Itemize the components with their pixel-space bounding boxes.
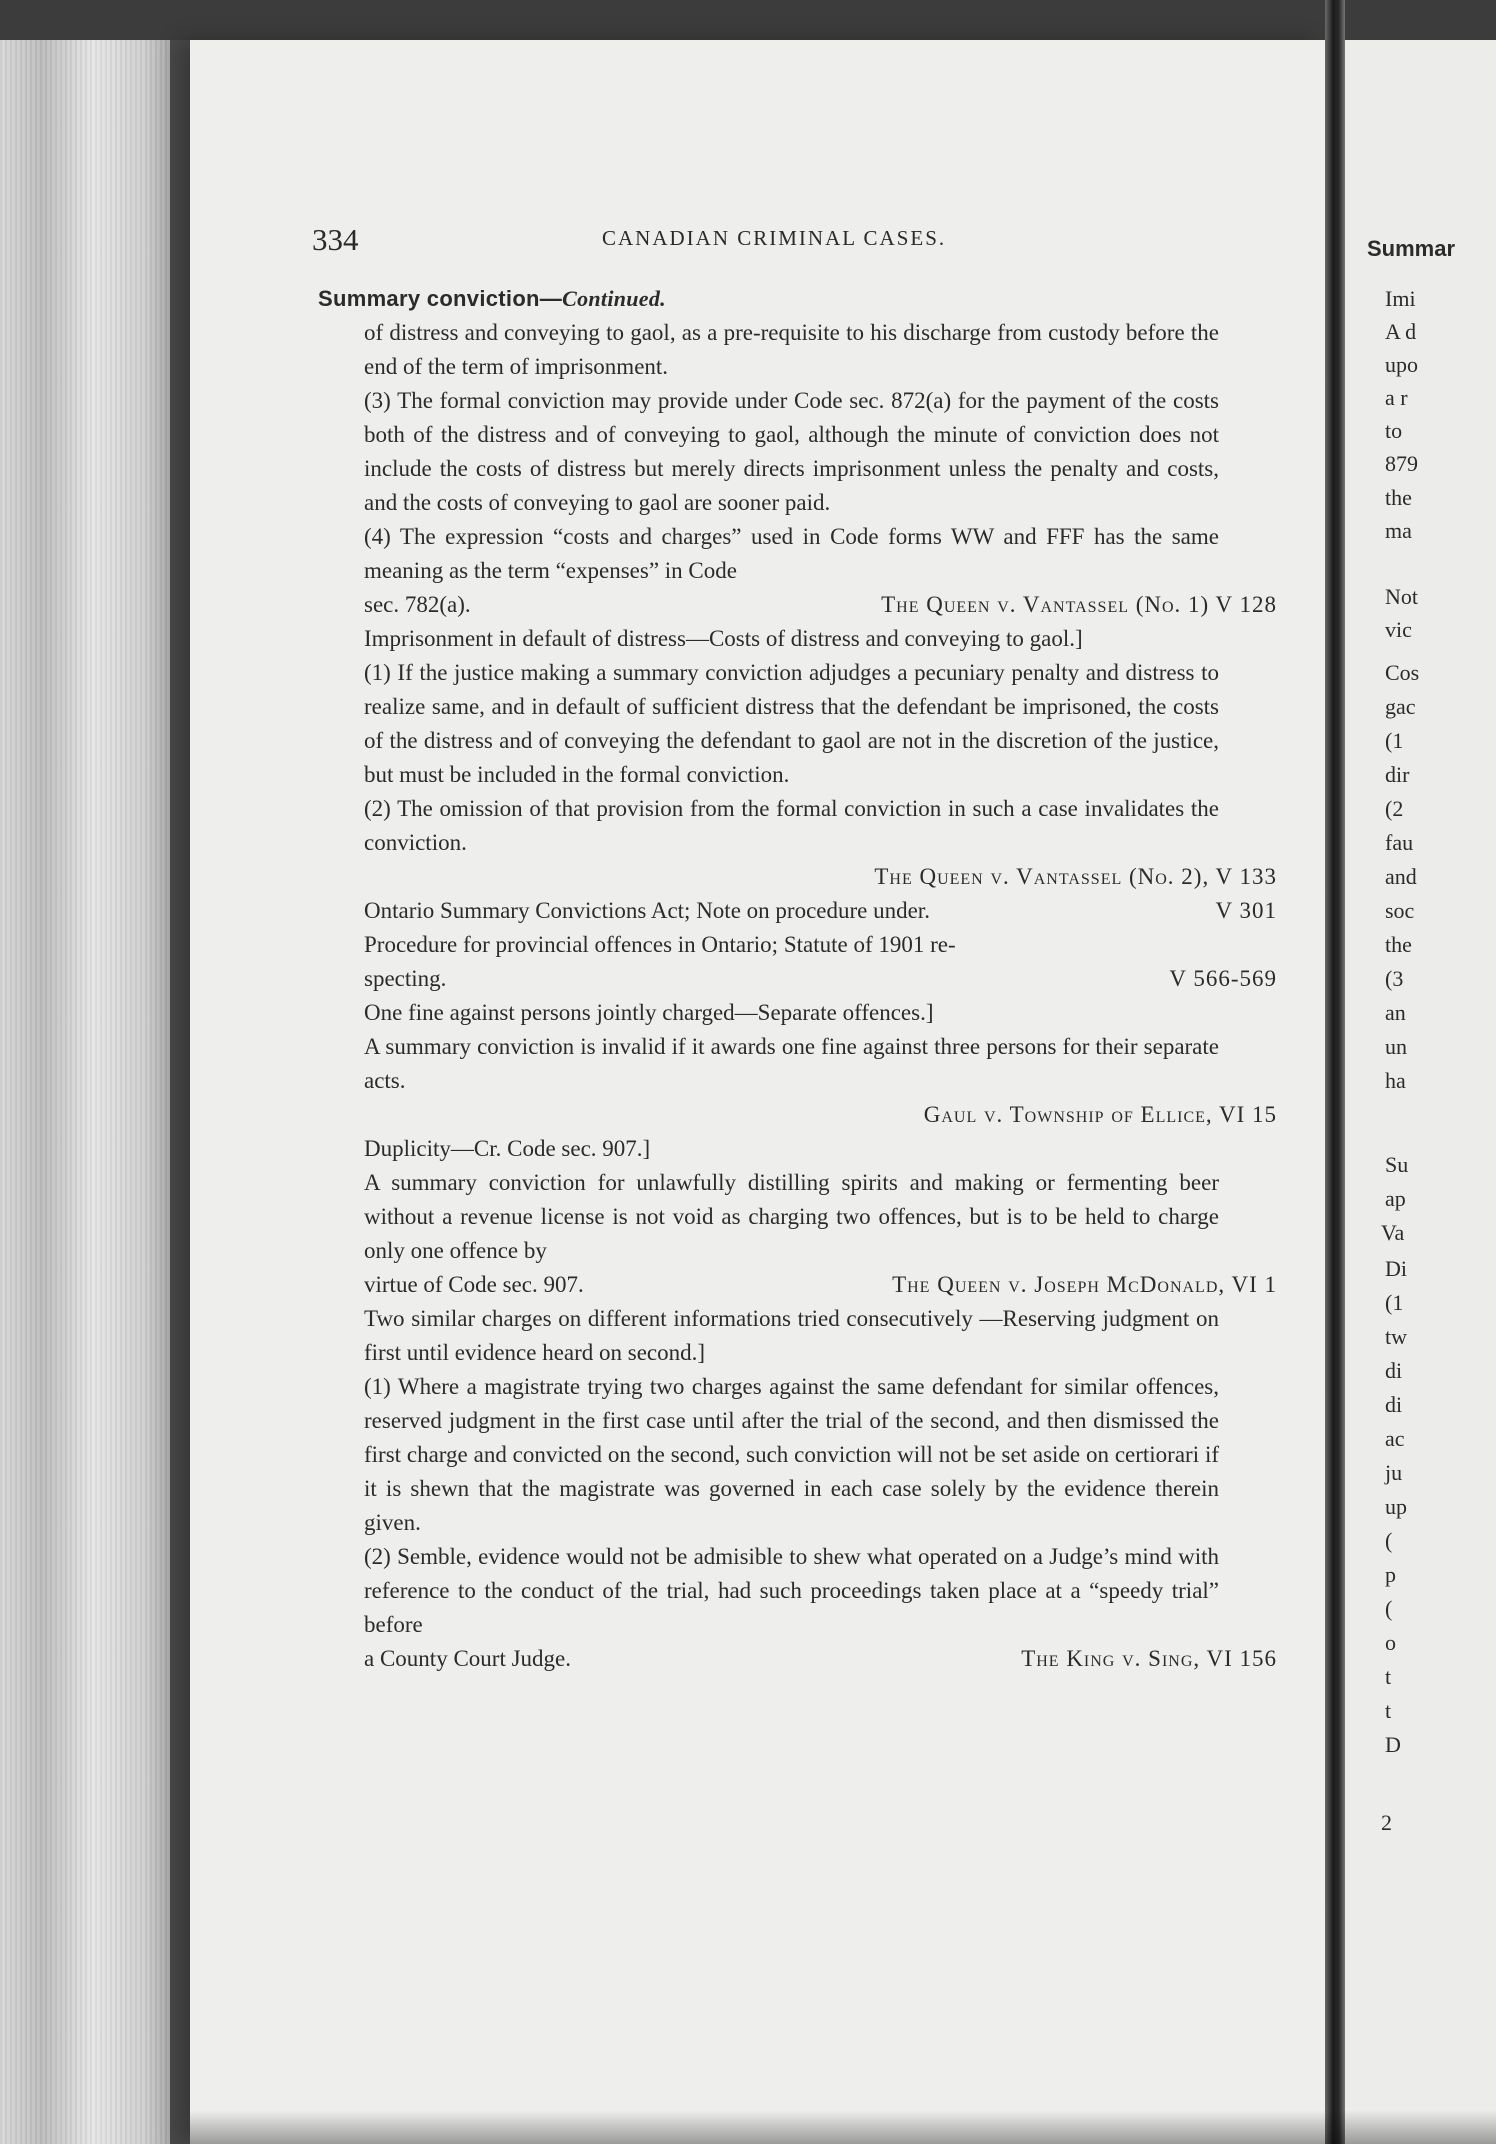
entry-paragraph: A summary conviction for unlawfully distilling spirits and making or fermenting beer without a revenue license is not void as charging two offences, but is to be held to charge only one offence by <box>364 1170 1219 1263</box>
entry-paragraph: (1) Where a magistrate trying two charges against the same defendant for similar offences, reserved judgment in the first case until after the trial of the second, and then dismissed the first charge and convicted on the second, such conviction will not be set aside on certiorari if it is shewn that the magistrate was governed in each case solely by the evidence therein given. <box>364 1374 1219 1535</box>
entry-paragraph: One fine against persons jointly charged—Separate offences.] <box>364 1000 934 1025</box>
page-header <box>190 222 1325 262</box>
facing-page-fragment: Va <box>1381 1220 1405 1245</box>
index-entries <box>364 316 1277 1676</box>
entry-lead-text: virtue of Code sec. 907. <box>364 1272 584 1297</box>
entry-paragraph: Duplicity—Cr. Code sec. 907.] <box>364 1136 651 1161</box>
case-citation: The King v. Sing, VI 156 <box>1021 1646 1277 1671</box>
facing-page-fragment: D <box>1385 1732 1401 1757</box>
facing-page-fragment: (1 <box>1385 1290 1404 1315</box>
entry-paragraph: Procedure for provincial offences in Ontario; Statute of 1901 re- <box>364 932 956 957</box>
facing-page-fragment: fau <box>1385 830 1414 855</box>
entry-paragraph: Imprisonment in default of distress—Costs of distress and conveying to gaol.] <box>364 626 1083 651</box>
case-citation: V 301 <box>1215 898 1277 923</box>
facing-page-fragment: p <box>1385 1562 1396 1587</box>
running-head: CANADIAN CRIMINAL CASES. <box>602 226 947 250</box>
entry-lead-text: specting. <box>364 966 447 991</box>
entry-paragraph: (2) Semble, evidence would not be admisible to shew what operated on a Judge’s mind with reference to the conduct of the trial, had such proceedings taken place at a “speedy trial” before <box>364 1544 1219 1637</box>
facing-page-fragment: gac <box>1385 694 1416 719</box>
facing-page-fragment: tw <box>1385 1324 1407 1349</box>
facing-page-fragment: the <box>1385 485 1412 510</box>
facing-page-fragment: ju <box>1385 1460 1403 1485</box>
facing-page-fragment: a r <box>1385 385 1408 410</box>
facing-page-fragment: ma <box>1385 518 1412 543</box>
facing-page-fragment: soc <box>1385 898 1415 923</box>
facing-page-fragment: and <box>1385 864 1417 889</box>
entry-paragraph: (1) If the justice making a summary conviction adjudges a pecuniary penalty and distress to realize same, and in default of sufficient distress that the defendant be imprisoned, the costs of the distress and of conveying the defendant to gaol are not in the discretion of the justice, but must be included in the formal conviction. <box>364 660 1219 787</box>
facing-page-fragment: Not <box>1385 584 1418 609</box>
book-gutter <box>1325 0 1345 2144</box>
case-citation: The Queen v. Vantassel (No. 1) V 128 <box>881 592 1277 617</box>
facing-page-fragment: vic <box>1385 617 1412 642</box>
book-page-right <box>1345 40 1496 2144</box>
entry-lead-text: Ontario Summary Convictions Act; Note on procedure under. <box>364 898 930 923</box>
page-number: 334 <box>312 222 359 257</box>
facing-page-fragment: Su <box>1385 1152 1409 1177</box>
entry-with-citation <box>364 1268 1277 1302</box>
facing-page-fragment: o <box>1385 1630 1396 1655</box>
facing-page-fragment: 2 <box>1381 1810 1392 1835</box>
facing-page-fragment: Imi <box>1385 286 1416 311</box>
section-heading-title: Summary conviction— <box>318 286 563 311</box>
facing-page-fragment: an <box>1385 1000 1406 1025</box>
section-heading-continued: Continued. <box>562 286 666 311</box>
facing-page-fragment: ( <box>1385 1596 1393 1621</box>
entry-paragraph: (2) The omission of that provision from the formal conviction in such a case invalidates the conviction. <box>364 796 1219 855</box>
book-page-left <box>190 40 1325 2144</box>
facing-page-fragment: t <box>1385 1664 1392 1689</box>
index-content <box>318 286 1318 1676</box>
entry-with-citation <box>364 894 1277 928</box>
facing-page-fragment: up <box>1385 1494 1407 1519</box>
facing-page-fragment: (2 <box>1385 796 1404 821</box>
entry-paragraph: A summary conviction is invalid if it awards one fine against three persons for their separate acts. <box>364 1034 1219 1093</box>
facing-page-fragment: Di <box>1385 1256 1407 1281</box>
facing-page-fragment: (3 <box>1385 966 1404 991</box>
facing-page-fragment: the <box>1385 932 1412 957</box>
case-citation: The Queen v. Joseph McDonald, VI 1 <box>892 1272 1277 1297</box>
entry-with-citation <box>364 962 1277 996</box>
scan-top-border <box>0 0 1496 40</box>
entry-paragraph: of distress and conveying to gaol, as a pre-requisite to his discharge from custody before the end of the term of imprisonment. <box>364 320 1219 379</box>
case-citation: The Queen v. Vantassel (No. 2), V 133 <box>874 864 1277 889</box>
facing-page-fragment: Cos <box>1385 660 1420 685</box>
facing-page-fragment: upo <box>1385 352 1418 377</box>
facing-page-fragment: Summar <box>1367 236 1456 261</box>
facing-page-fragment: ( <box>1385 1528 1393 1553</box>
facing-page-fragment: ac <box>1385 1426 1405 1451</box>
entry-lead-text: a County Court Judge. <box>364 1646 571 1671</box>
facing-page-fragment: t <box>1385 1698 1392 1723</box>
facing-page-fragment: ap <box>1385 1186 1406 1211</box>
facing-page-fragment: ha <box>1385 1068 1406 1093</box>
facing-page-fragment: to <box>1385 418 1403 443</box>
entry-with-citation <box>364 1642 1277 1676</box>
facing-page-fragment: (1 <box>1385 728 1404 753</box>
entry-paragraph: (4) The expression “costs and charges” used in Code forms WW and FFF has the same meaning as the term “expenses” in Code <box>364 524 1219 583</box>
case-citation: V 566-569 <box>1169 966 1277 991</box>
facing-page-fragment: di <box>1385 1358 1403 1383</box>
entry-paragraph: Two similar charges on different informations tried consecutively —Reserving judgment on first until evidence heard on second.] <box>364 1306 1219 1365</box>
facing-page-fragment: 879 <box>1385 451 1418 476</box>
book-page-edges <box>0 40 170 2144</box>
section-heading <box>318 286 1318 312</box>
scan-bottom-shadow <box>190 2110 1496 2144</box>
entry-with-citation <box>364 588 1277 622</box>
entry-paragraph: (3) The formal conviction may provide under Code sec. 872(a) for the payment of the costs both of the distress and of conveying to gaol, although the minute of conviction does not include the costs of distress but merely directs imprisonment unless the penalty and costs, and the costs of conveying to gaol are sooner paid. <box>364 388 1219 515</box>
case-citation: Gaul v. Township of Ellice, VI 15 <box>923 1102 1277 1127</box>
facing-page-fragment: A d <box>1385 319 1417 344</box>
facing-page-fragment: un <box>1385 1034 1407 1059</box>
entry-lead-text: sec. 782(a). <box>364 592 471 617</box>
facing-page-fragment: dir <box>1385 762 1410 787</box>
facing-page-fragment: di <box>1385 1392 1403 1417</box>
